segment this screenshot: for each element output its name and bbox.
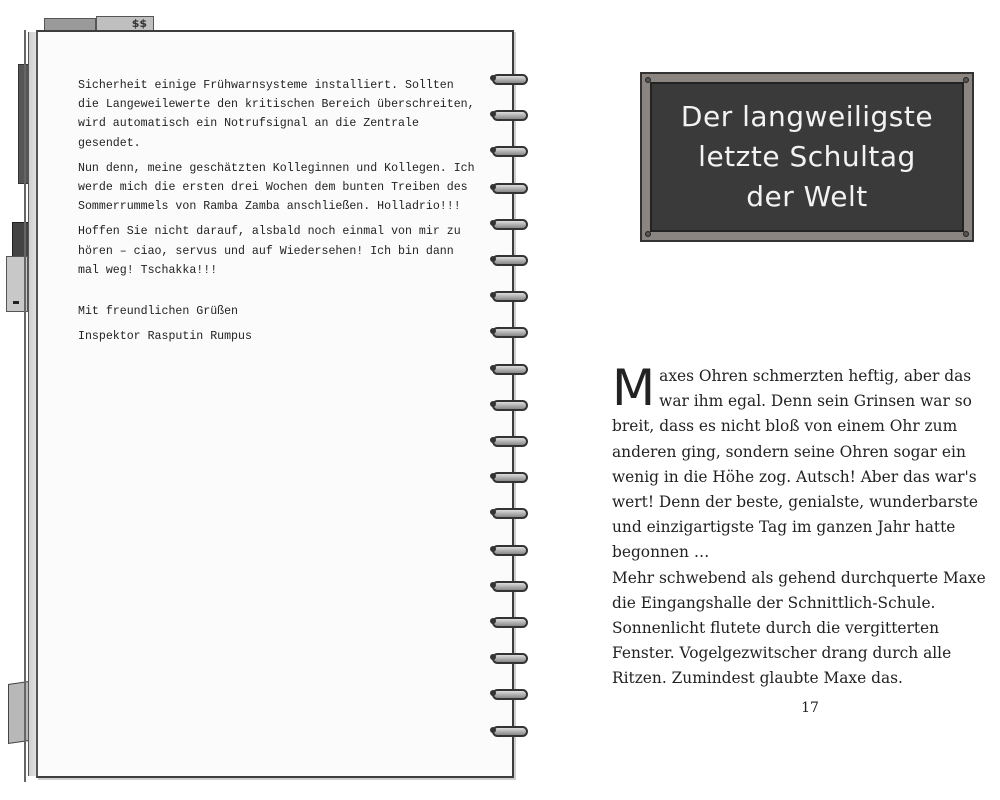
spiral-ring: [490, 325, 526, 337]
spiral-ring: [490, 144, 526, 156]
chapter-chalkboard: [640, 72, 974, 242]
spiral-ring: [490, 687, 526, 699]
spiral-ring: [490, 108, 526, 120]
spiral-ring: [490, 434, 526, 446]
spiral-ring: [490, 615, 526, 627]
spiral-ring: [490, 253, 526, 265]
story-paragraph-text: axes Ohren schmerzten heftig, aber das war ihm egal. Denn sein Grinsen war so breit, dass es nicht bloß von einem Ohr zum anderen ging, sondern seine Ohren sogar ein wenig in die Höhe zog. Autsch! Aber das war's wert! Denn der beste, genialste, wunderbarste und einzigartigste Tag im ganzen Jahr hatte begonnen …: [612, 367, 978, 562]
board-screw: [963, 231, 969, 237]
spiral-ring: [490, 506, 526, 518]
spiral-ring: [490, 398, 526, 410]
board-screw: [645, 231, 651, 237]
letter-paragraph: Hoffen Sie nicht darauf, alsbald noch einmal von mir zu hören – ciao, servus und auf Wiedersehen! Ich bin dann mal weg! Tschakka!!!: [78, 225, 461, 277]
spiral-ring: [490, 543, 526, 555]
board-screw: [963, 77, 969, 83]
spiral-ring: [490, 217, 526, 229]
spiral-ring: [490, 362, 526, 374]
story-paragraph: [612, 359, 1000, 566]
spiral-binding: [490, 72, 530, 752]
spiral-ring: [490, 470, 526, 482]
money-tab-label: $$: [131, 17, 147, 30]
letter-signature: Inspektor Rasputin Rumpus: [78, 330, 252, 344]
chapter-title: Der langweiligste letzte Schultag der Welt: [680, 100, 934, 213]
spiral-ring: [490, 289, 526, 301]
letter-text: [78, 76, 478, 352]
spiral-ring: [490, 579, 526, 591]
letter-closing: Mit freundlichen Grüßen: [78, 305, 239, 319]
spiral-ring: [490, 181, 526, 193]
spiral-ring: [490, 72, 526, 84]
board-screw: [645, 77, 651, 83]
chalkboard-surface: [650, 82, 964, 232]
story-paragraph: Mehr schwebend als gehend durchquerte Maxe die Eingangshalle der Schnittlich-Schule. Sonnenlicht flutete durch die vergitterten Fenster. Vogelgezwitscher drang durch alle Ritzen. Zumindest glaubte Maxe das.: [612, 568, 986, 688]
letter-paragraph: Nun denn, meine geschätzten Kolleginnen und Kollegen. Ich werde mich die ersten drei Wochen dem bunten Treiben des Sommerrummels von Ramba Zamba anschließen. Holladrio!!!: [78, 161, 475, 214]
drop-cap: M: [612, 359, 656, 417]
spiral-ring: [490, 724, 526, 736]
letter-paragraph: Sicherheit einige Frühwarnsysteme installiert. Sollten die Langeweilewerte den kritischen Bereich überschreiten, wird automatisch ein Notrufsignal an die Zentrale gesendet.: [78, 79, 475, 150]
page-number: 17: [801, 700, 819, 716]
spiral-ring: [490, 651, 526, 663]
chapter-body: [612, 359, 1000, 692]
tab-mark: [13, 301, 19, 304]
